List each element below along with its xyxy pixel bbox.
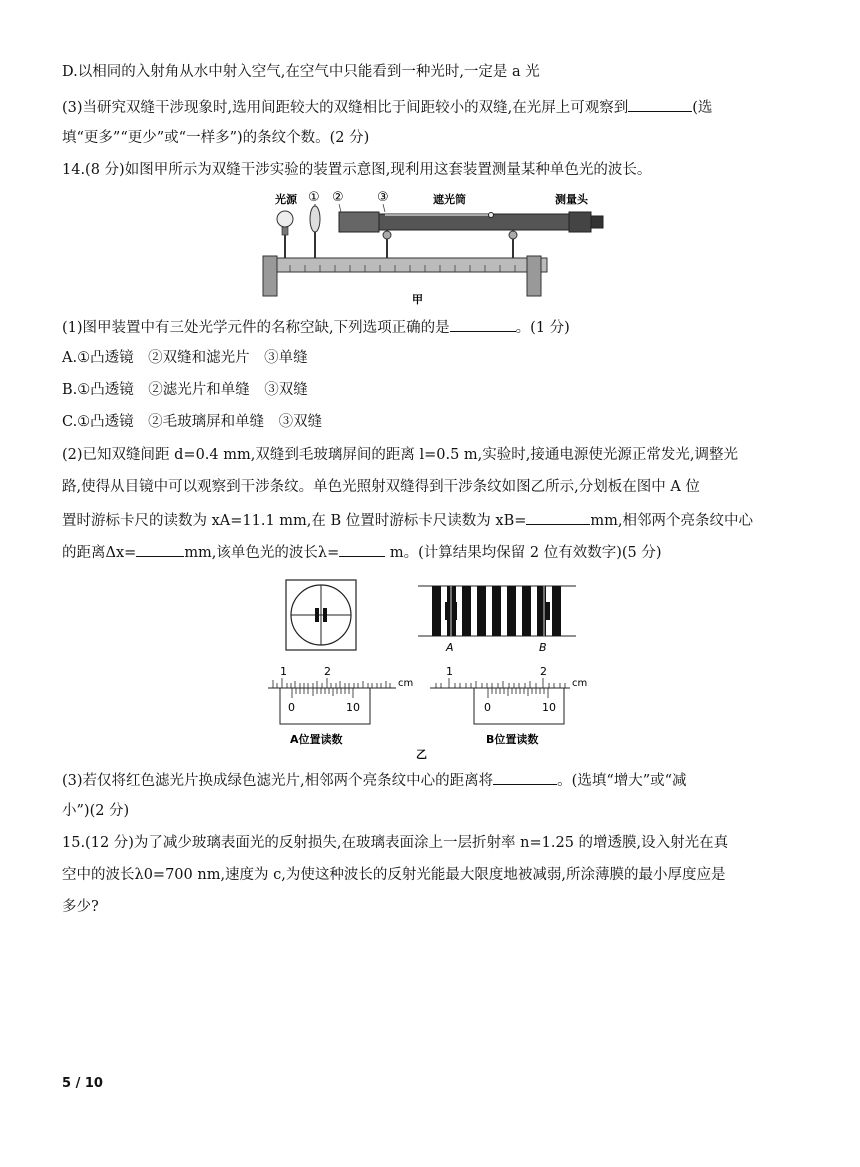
figure-yi-caption: 乙 [416, 748, 427, 760]
q15-line3: 多少? [62, 899, 99, 915]
rail-leg-left [263, 256, 277, 296]
label-measure-head: 测量头 [555, 193, 588, 206]
label-element-3: ③ [377, 190, 389, 205]
q14-option-c: C.①凸透镜 ②毛玻璃屏和单缝 ③双缝 [62, 414, 323, 430]
q14-stem: 14.(8 分)如图甲所示为双缝干涉实验的装置示意图,现利用这套装置测量某种单色光的波长。 [62, 162, 652, 178]
q14-sub1-text-end: 。(1 分) [515, 320, 570, 336]
label-element-1: ① [308, 190, 320, 205]
unit-cm: cm [572, 678, 588, 689]
q15-line1: 15.(12 分)为了减少玻璃表面光的反射损失,在玻璃表面涂上一层折射率 n=1.25 的增透膜,设入射光在真 [62, 835, 729, 851]
fringe-pattern [418, 586, 576, 636]
q14-sub3-text: (3)若仅将红色滤光片换成绿色滤光片,相邻两个亮条纹中心的距离将 [62, 773, 494, 789]
main-scale-1: 1 [280, 665, 287, 678]
answer-blank [136, 541, 184, 557]
main-scale-2: 2 [540, 665, 547, 678]
q14-sub2-line3 [62, 509, 800, 531]
lens-element [310, 206, 320, 232]
q14-sub3-line1 [62, 769, 800, 791]
answer-blank [493, 769, 557, 785]
interference-fringes-figure [260, 574, 600, 760]
vernier-0: 0 [484, 701, 491, 714]
bulb-icon [277, 211, 293, 227]
double-slit-apparatus-figure [255, 186, 605, 308]
q14-sub2-line4 [62, 541, 800, 563]
q15-line2: 空中的波长λ0=700 nm,速度为 c,为使这种波长的反射光能最大限度地被减弱,所涂薄膜的最小厚度应是 [62, 867, 726, 883]
q13-sub3-line1 [62, 96, 800, 118]
rail-leg-right [527, 256, 541, 296]
q14-sub2-text-end: m。(计算结果均保留 2 位有效数字)(5 分) [385, 545, 662, 561]
q14-sub1-text: (1)图甲装置中有三处光学元件的名称空缺,下列选项正确的是 [62, 320, 450, 336]
q14-sub2-text-end: mm,相邻两个亮条纹中心 [590, 513, 753, 529]
q14-sub1 [62, 316, 800, 338]
answer-blank [628, 96, 692, 112]
q13-option-d: D.以相同的入射角从水中射入空气,在空气中只能看到一种光时,一定是 a 光 [62, 64, 540, 80]
vernier-0: 0 [288, 701, 295, 714]
vernier-caliper-a [268, 665, 413, 746]
q14-sub3-line2: 小”)(2 分) [62, 803, 130, 819]
q14-sub2-text: 的距离Δx= [62, 545, 137, 561]
label-element-2: ② [332, 190, 344, 205]
caption-b-reading: B位置读数 [486, 733, 539, 746]
answer-blank [450, 316, 516, 332]
measure-head [569, 212, 591, 232]
unit-cm: cm [398, 678, 414, 689]
q14-sub2-line1: (2)已知双缝间距 d=0.4 mm,双缝到毛玻璃屏间的距离 l=0.5 m,实验时,接通电源使光源正常发光,调整光 [62, 447, 738, 463]
main-scale-2: 2 [324, 665, 331, 678]
rail [267, 258, 547, 272]
q14-option-b: B.①凸透镜 ②滤光片和单缝 ③双缝 [62, 382, 308, 398]
answer-blank [339, 541, 385, 557]
q13-sub3-text: (3)当研究双缝干涉现象时,选用间距较大的双缝相比于间距较小的双缝,在光屏上可观察到 [62, 100, 629, 116]
main-scale-1: 1 [446, 665, 453, 678]
q14-sub3-text-end: 。(选填“增大”或“减 [557, 773, 687, 789]
answer-blank [526, 509, 590, 525]
q13-sub3-text-end: (选 [692, 100, 713, 116]
position-b-label: B [539, 641, 547, 654]
position-a-label: A [446, 641, 454, 654]
vernier-10: 10 [346, 701, 360, 714]
q13-sub3-line2: 填“更多”“更少”或“一样多”)的条纹个数。(2 分) [62, 130, 370, 146]
q14-sub2-text: mm,该单色光的波长λ= [184, 545, 340, 561]
caption-a-reading: A位置读数 [290, 733, 343, 746]
q14-sub2-line2: 路,使得从目镜中可以观察到干涉条纹。单色光照射双缝得到干涉条纹如图乙所示,分划板在图中 A 位 [62, 479, 700, 495]
page-number: 5 / 10 [62, 1076, 103, 1091]
vernier-10: 10 [542, 701, 556, 714]
label-shade-tube: 遮光筒 [433, 193, 466, 206]
figure-jia-caption: 甲 [412, 293, 423, 306]
q14-option-a: A.①凸透镜 ②双缝和滤光片 ③单缝 [62, 350, 308, 366]
label-light-source: 光源 [275, 193, 297, 206]
vernier-caliper-b [430, 665, 587, 746]
q14-sub2-text: 置时游标卡尺的读数为 xA=11.1 mm,在 B 位置时游标卡尺读数为 xB= [62, 513, 527, 529]
